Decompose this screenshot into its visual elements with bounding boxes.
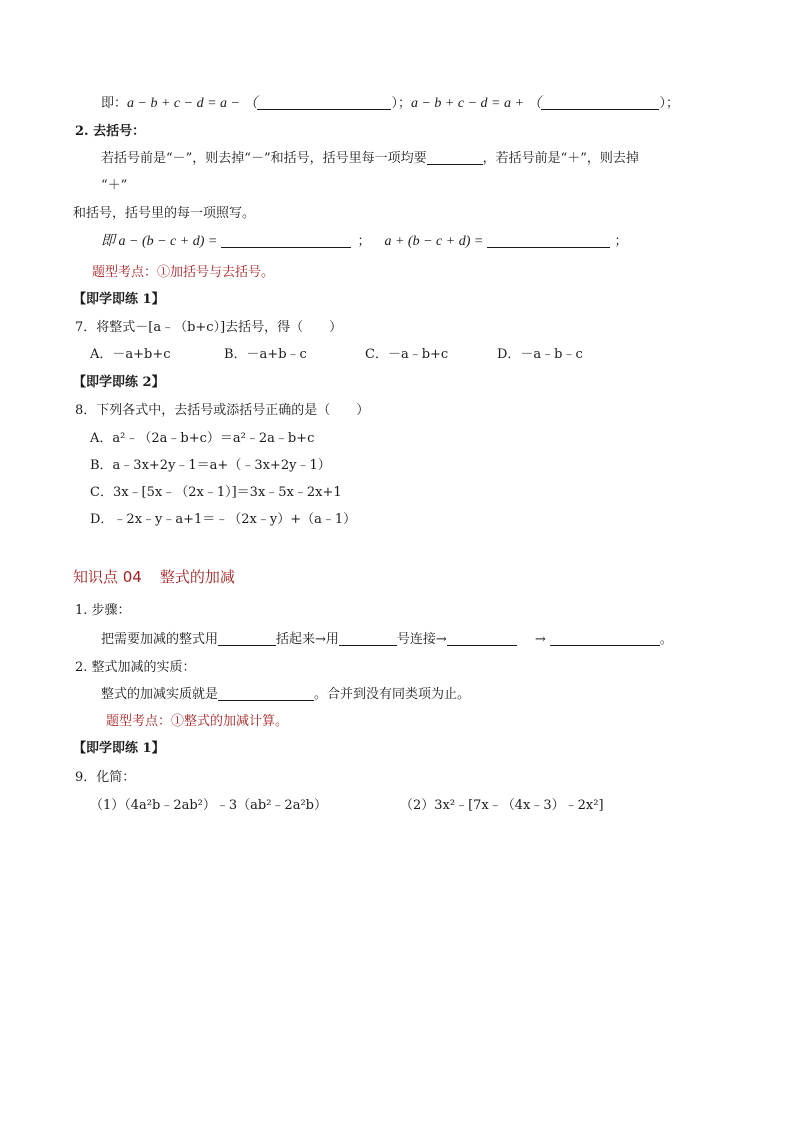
answer-blank[interactable] (487, 233, 610, 248)
option-a[interactable]: A．a²﹣（2a﹣b+c）＝a²﹣2a﹣b+c (90, 431, 315, 446)
step-text: 括起来→用 (276, 632, 339, 647)
punct: ）； (659, 96, 679, 111)
section-heading (73, 568, 235, 586)
line-prefix: 即： (101, 96, 128, 111)
punct: ； (357, 234, 371, 249)
question-stem: 9．化简： (75, 770, 136, 785)
expr-plus-bracket: a + (b − c + d) = (384, 234, 484, 249)
expr-add-bracket-minus: a − b + c − d = a − （ (127, 96, 258, 111)
option-a[interactable]: A．－a+b+c (90, 347, 171, 362)
answer-blank[interactable] (218, 631, 276, 646)
punct: 。 (659, 632, 673, 647)
step-text: 号连接→ (396, 632, 447, 647)
subsection-title: 1. 步骤： (75, 603, 131, 618)
answer-blank[interactable] (218, 686, 314, 701)
answer-blank[interactable] (550, 631, 660, 646)
topic-tag: 题型考点：①加括号与去括号。 (92, 265, 275, 280)
answer-blank[interactable] (541, 95, 659, 110)
subsection-title: 2. 去括号： (75, 124, 146, 139)
punct: ）； (391, 96, 411, 111)
question-stem: 7．将整式－[a﹣（b+c）]去括号，得（ ） (75, 320, 343, 335)
practice-label: 【即学即练 1】 (73, 292, 165, 307)
answer-blank[interactable] (339, 631, 397, 646)
answer-blank[interactable] (221, 233, 351, 248)
answer-blank[interactable] (427, 150, 483, 165)
remove-bracket-rule (101, 150, 639, 168)
option-b[interactable]: B．－a+b﹣c (224, 347, 307, 362)
option-d[interactable]: D．－a﹣b﹣c (497, 347, 583, 362)
arrow: → (534, 632, 546, 647)
option-c[interactable]: C．3x﹣[5x﹣（2x﹣1）]＝3x﹣5x﹣2x+1 (90, 485, 342, 500)
rule-text-cont: 和括号，括号里的每一项照写。 (73, 206, 256, 221)
answer-blank[interactable] (447, 631, 517, 646)
practice-label: 【即学即练 1】 (73, 741, 165, 756)
practice-label: 【即学即练 2】 (73, 375, 165, 390)
punct: ； (614, 234, 628, 249)
section-title: 整式的加减 (159, 568, 235, 586)
rule-text: 若括号前是“－”，则去掉“－”和括号，括号里每一项均要 (101, 151, 427, 166)
essence-text: 。合并到没有同类项为止。 (314, 687, 471, 702)
expr-minus-bracket: 即 a − (b − c + d) = (101, 234, 218, 249)
expr-add-bracket-plus: a − b + c − d = a + （ (410, 96, 542, 111)
section-number: 知识点 04 (73, 568, 142, 586)
essence-text: 整式的加减实质就是 (101, 687, 219, 702)
essence-line (101, 686, 470, 704)
option-b[interactable]: B．a﹣3x+2y﹣1＝a+（﹣3x+2y﹣1） (90, 458, 331, 473)
bracket-rule-line (101, 95, 679, 113)
steps-line (101, 631, 673, 649)
remove-bracket-example (101, 233, 627, 251)
sub-question-1: （1）（4a²b﹣2ab²）﹣3（ab²﹣2a²b） (90, 798, 327, 813)
option-c[interactable]: C．－a﹣b+c (365, 347, 449, 362)
rule-text: ，若括号前是“＋”，则去掉 (482, 151, 639, 166)
question-stem: 8．下列各式中，去括号或添括号正确的是（ ） (75, 403, 370, 418)
sub-question-2: （2）3x²﹣[7x﹣（4x﹣3）﹣2x²] (400, 798, 604, 813)
subsection-title: 2. 整式加减的实质： (75, 660, 196, 675)
option-d[interactable]: D．﹣2x﹣y﹣a+1＝﹣（2x﹣y）+（a﹣1） (90, 512, 357, 527)
topic-tag: 题型考点：①整式的加减计算。 (106, 714, 289, 729)
step-text: 把需要加减的整式用 (101, 632, 219, 647)
answer-blank[interactable] (257, 95, 391, 110)
rule-text-wrap: “＋” (101, 178, 128, 193)
